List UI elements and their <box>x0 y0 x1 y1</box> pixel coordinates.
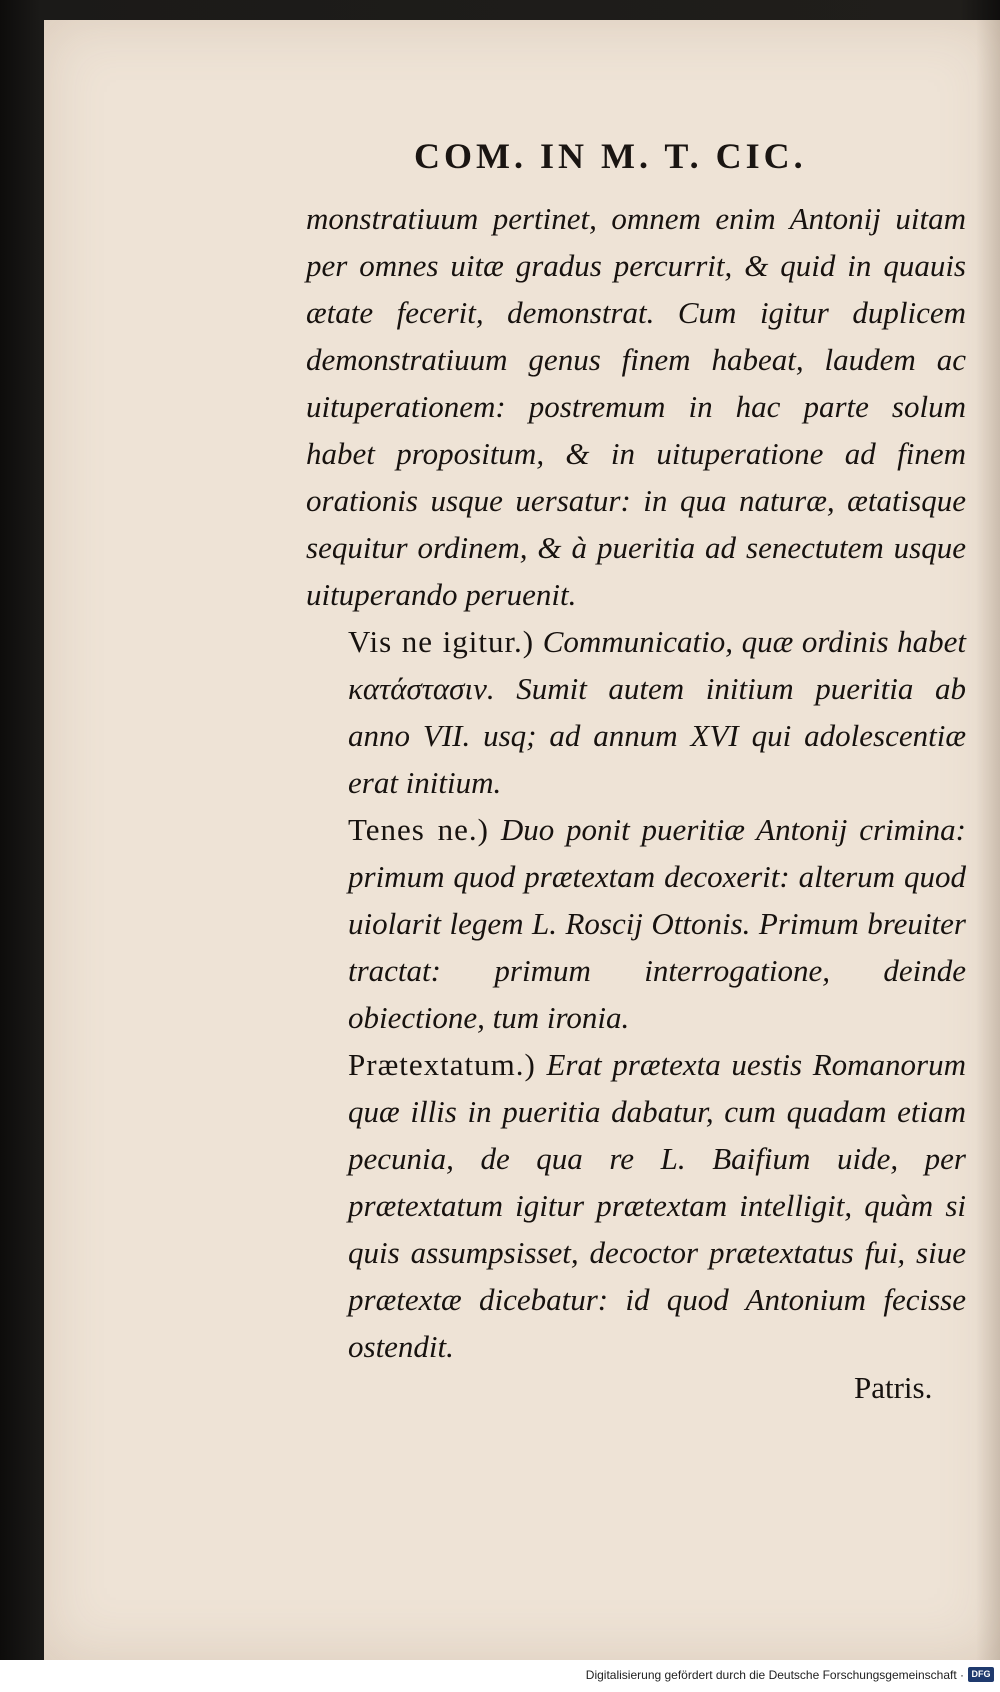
paragraph-4-text: Erat prætexta uestis Romanorum quæ illis in pueritia dabatur, cum quadam etiam pecunia, de qua re L. Baifium uide, per prætextatum igitur prætextam intelligit, quàm si quis assumpsisset, decoctor prætextatus fui, siue prætextæ dicebatur: id quod Antonium fecisse ostendit. <box>348 1047 966 1364</box>
paragraph-3 <box>306 806 966 1041</box>
digitization-footer <box>0 1660 1000 1692</box>
footer-credit: Digitalisierung gefördert durch die Deutsche Forschungsgemeinschaft · <box>585 1668 964 1682</box>
paragraph-1-text: monstratiuum pertinet, omnem enim Antonij uitam per omnes uitæ gradus percurrit, & quid in quauis ætate fecerit, demonstrat. Cum igitur duplicem demonstratiuum genus finem habeat, laudem ac uituperationem: postremum in hac parte solum habet propositum, & in uituperatione ad finem orationis usque uersatur: in qua naturæ, ætatisque sequitur ordinem, & à pueritia ad senectutem usque uituperando peruenit. <box>306 201 966 612</box>
paragraph-3-text: Duo ponit pueritiæ Antonij crimina: primum quod prætextam decoxerit: alterum quod uiolarit legem L. Roscij Ottonis. Primum breuiter tractat: primum interrogatione, deinde obiectione, tum ironia. <box>348 812 966 1035</box>
lemma-tenes-ne: Tenes ne.) <box>348 812 489 847</box>
paragraph-4 <box>306 1041 966 1370</box>
paragraph-2 <box>306 618 966 806</box>
catchword: Patris. <box>854 1370 933 1405</box>
running-head: COM. IN M. T. CIC. <box>414 136 807 176</box>
lemma-vis-ne-igitur: Vis ne igitur.) <box>348 624 535 659</box>
paragraph-1 <box>306 195 966 618</box>
dfg-logo-icon: DFG <box>968 1667 994 1682</box>
lemma-praetextatum: Prætextatum.) <box>348 1047 536 1082</box>
commentary-text <box>306 195 966 1370</box>
paragraph-2-text: Communicatio, quæ ordinis habet κατάστασιν. Sumit autem initium pueritia ab anno VII. usq; ad annum XVI qui adolescentiæ erat initium. <box>348 624 966 800</box>
book-page <box>44 20 1000 1660</box>
